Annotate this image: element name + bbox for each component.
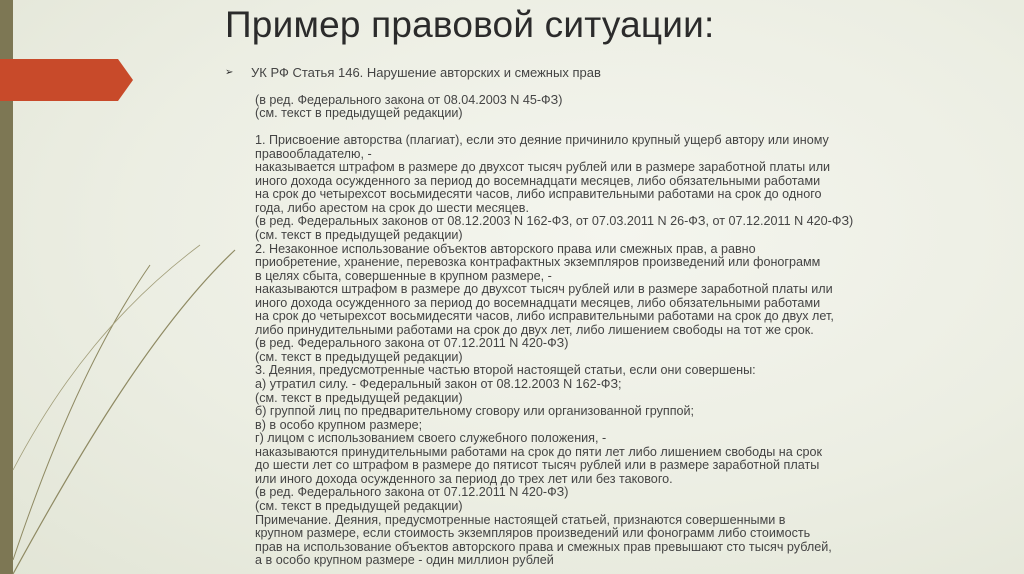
article-line: иного дохода осужденного за период до восемнадцати месяцев, либо обязательными работами bbox=[255, 295, 821, 310]
article-line: Примечание. Деяния, предусмотренные настоящей статьей, признаются совершенными в bbox=[255, 512, 786, 527]
article-line: приобретение, хранение, перевозка контрафактных экземпляров произведений или фонограмм bbox=[255, 255, 821, 270]
slide-title: Пример правовой ситуации: bbox=[225, 4, 715, 45]
bullet-heading: УК РФ Статья 146. Нарушение авторских и смежных прав bbox=[251, 65, 601, 80]
article-line: 3. Деяния, предусмотренные частью второй настоящей статьи, если они совершены: bbox=[255, 363, 756, 378]
article-line: (см. текст в предыдущей редакции) bbox=[255, 390, 463, 405]
article-line: а) утратил силу. - Федеральный закон от 08.12.2003 N 162-ФЗ; bbox=[255, 377, 622, 392]
article-line bbox=[255, 80, 1000, 94]
article-line: (в ред. Федеральных законов от 08.12.2003 N 162-ФЗ, от 07.03.2011 N 26-ФЗ, от 07.12.2011 N 420-ФЗ) bbox=[255, 214, 854, 229]
article-line: правообладателю, - bbox=[255, 146, 372, 161]
article-line: иного дохода осужденного за период до восемнадцати месяцев, либо обязательными работами bbox=[255, 173, 821, 188]
article-line: 1. Присвоение авторства (плагиат), если это деяние причинило крупный ущерб автору или иному bbox=[255, 133, 829, 148]
article-line: (см. текст в предыдущей редакции) bbox=[255, 106, 463, 121]
article-line: года, либо арестом на срок до шести месяцев. bbox=[255, 200, 529, 215]
bullet-item bbox=[225, 66, 1000, 80]
article-line: на срок до четырехсот восьмидесяти часов, либо исправительными работами на срок до одного bbox=[255, 187, 822, 202]
article-line: (см. текст в предыдущей редакции) bbox=[255, 349, 463, 364]
article-line: до шести лет со штрафом в размере до пятисот тысяч рублей или в размере заработной платы bbox=[255, 458, 820, 473]
article-line: (в ред. Федерального закона от 08.04.2003 N 45-ФЗ) bbox=[255, 92, 563, 107]
article-text bbox=[255, 80, 1000, 568]
article-line: (см. текст в предыдущей редакции) bbox=[255, 498, 463, 513]
article-line: (в ред. Федерального закона от 07.12.2011 N 420-ФЗ) bbox=[255, 336, 569, 351]
title-arrow-shape bbox=[0, 59, 133, 101]
article-line: наказываются штрафом в размере до двухсот тысяч рублей или в размере заработной платы или bbox=[255, 282, 833, 297]
article-line: либо принудительными работами на срок до двух лет, либо лишением свободы на тот же срок. bbox=[255, 322, 814, 337]
article-line: б) группой лиц по предварительному сговору или организованной группой; bbox=[255, 404, 695, 419]
article-line: наказываются принудительными работами на срок до пяти лет либо лишением свободы на срок bbox=[255, 444, 823, 459]
article-line bbox=[255, 121, 1000, 135]
article-line: прав на использование объектов авторского права и смежных прав превышают сто тысяч рублей, bbox=[255, 539, 832, 554]
article-line: крупном размере, если стоимость экземпляров произведений или фонограмм либо стоимость bbox=[255, 526, 811, 541]
article-line: а в особо крупном размере - один миллион рублей bbox=[255, 553, 554, 568]
article-line: (в ред. Федерального закона от 07.12.2011 N 420-ФЗ) bbox=[255, 485, 569, 500]
article-line: г) лицом с использованием своего служебного положения, - bbox=[255, 431, 607, 446]
slide-content bbox=[225, 66, 1000, 568]
article-line: на срок до четырехсот восьмидесяти часов, либо исправительными работами на срок до двух лет, bbox=[255, 309, 834, 324]
article-line: наказывается штрафом в размере до двухсот тысяч рублей или в размере заработной платы или bbox=[255, 160, 831, 175]
article-line: в целях сбыта, совершенные в крупном размере, - bbox=[255, 268, 552, 283]
article-line: (см. текст в предыдущей редакции) bbox=[255, 228, 463, 243]
article-line: в) в особо крупном размере; bbox=[255, 417, 423, 432]
arrow-bullet-icon: ➢ bbox=[225, 67, 234, 78]
article-line: или иного дохода осужденного за период до трех лет или без такового. bbox=[255, 471, 673, 486]
article-line: 2. Незаконное использование объектов авторского права или смежных прав, а равно bbox=[255, 241, 756, 256]
